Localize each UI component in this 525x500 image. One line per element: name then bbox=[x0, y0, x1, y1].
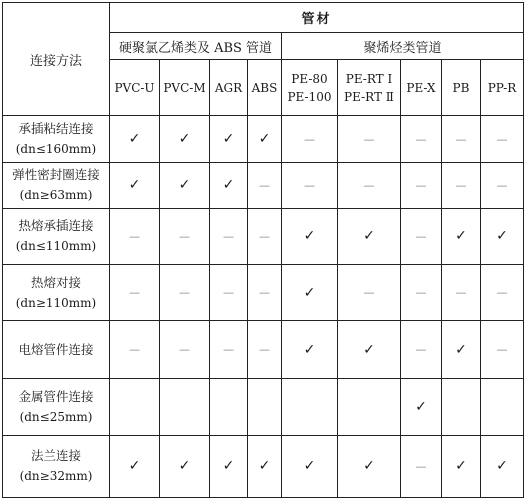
column-header-label: PE-RT Ⅱ bbox=[344, 89, 394, 104]
column-header-label: PP-R bbox=[487, 80, 517, 95]
method-range: (dn≤110mm) bbox=[15, 239, 97, 254]
method-name: 法兰连接 bbox=[30, 448, 81, 464]
not-applicable-cell: — bbox=[401, 321, 442, 379]
method-name: 弹性密封圈连接 bbox=[12, 167, 100, 183]
table-row bbox=[3, 162, 524, 208]
check-mark-icon: ✓ bbox=[282, 265, 338, 321]
column-header bbox=[481, 60, 524, 116]
check-mark-icon: ✓ bbox=[282, 208, 338, 264]
check-mark-icon: ✓ bbox=[248, 116, 282, 162]
not-applicable-cell: — bbox=[210, 321, 248, 379]
check-mark-icon: ✓ bbox=[338, 435, 401, 497]
method-header-label: 连接方法 bbox=[29, 53, 82, 69]
group-header-polyolefin bbox=[282, 33, 524, 60]
method-name: 承插粘结连接 bbox=[18, 121, 94, 137]
method-range: (dn≤25mm) bbox=[19, 410, 93, 425]
check-mark-icon: ✓ bbox=[338, 321, 401, 379]
method-cell bbox=[3, 265, 110, 321]
method-range: (dn≥110mm) bbox=[15, 295, 97, 310]
column-header bbox=[338, 60, 401, 116]
not-applicable-cell bbox=[248, 379, 282, 435]
method-cell bbox=[3, 321, 110, 379]
column-header bbox=[248, 60, 282, 116]
check-mark-icon: ✓ bbox=[481, 435, 524, 497]
not-applicable-cell: — bbox=[248, 321, 282, 379]
not-applicable-cell: — bbox=[248, 265, 282, 321]
check-mark-icon: ✓ bbox=[210, 162, 248, 208]
not-applicable-cell bbox=[338, 379, 401, 435]
check-mark-icon: ✓ bbox=[338, 208, 401, 264]
not-applicable-cell: — bbox=[481, 321, 524, 379]
check-mark-icon: ✓ bbox=[248, 435, 282, 497]
not-applicable-cell bbox=[481, 379, 524, 435]
method-range: (dn≥63mm) bbox=[19, 188, 93, 203]
method-cell bbox=[3, 208, 110, 264]
not-applicable-cell bbox=[210, 379, 248, 435]
not-applicable-cell: — bbox=[248, 162, 282, 208]
pipe-connection-table bbox=[2, 2, 524, 498]
table-row bbox=[3, 435, 524, 497]
column-header-label: PE-X bbox=[406, 80, 436, 95]
method-name: 热熔对接 bbox=[30, 274, 81, 290]
pipe-header bbox=[110, 3, 524, 33]
group-header-pvc bbox=[110, 33, 282, 60]
check-mark-icon: ✓ bbox=[481, 208, 524, 264]
column-header bbox=[160, 60, 210, 116]
method-name: 电熔管件连接 bbox=[18, 341, 94, 357]
check-mark-icon: ✓ bbox=[442, 321, 481, 379]
table-row bbox=[3, 208, 524, 264]
check-mark-icon: ✓ bbox=[282, 435, 338, 497]
check-mark-icon: ✓ bbox=[442, 435, 481, 497]
not-applicable-cell: — bbox=[401, 162, 442, 208]
check-mark-icon: ✓ bbox=[110, 435, 160, 497]
not-applicable-cell: — bbox=[210, 265, 248, 321]
not-applicable-cell: — bbox=[481, 265, 524, 321]
not-applicable-cell: — bbox=[248, 208, 282, 264]
column-header-label: PE-80 bbox=[291, 71, 328, 86]
not-applicable-cell: — bbox=[442, 265, 481, 321]
method-cell bbox=[3, 435, 110, 497]
check-mark-icon: ✓ bbox=[442, 208, 481, 264]
method-range: (dn≥32mm) bbox=[19, 469, 93, 484]
not-applicable-cell bbox=[160, 379, 210, 435]
not-applicable-cell bbox=[442, 379, 481, 435]
not-applicable-cell bbox=[110, 379, 160, 435]
column-header-label: PVC-M bbox=[163, 80, 206, 95]
not-applicable-cell: — bbox=[442, 116, 481, 162]
group-header-polyolefin-label: 聚烯烃类管道 bbox=[363, 40, 442, 56]
not-applicable-cell: — bbox=[338, 116, 401, 162]
column-header-label: PE-100 bbox=[287, 89, 332, 104]
method-cell bbox=[3, 116, 110, 162]
method-name: 金属管件连接 bbox=[18, 389, 94, 405]
column-header-label: ABS bbox=[251, 80, 278, 95]
column-header-label: PE-RT Ⅰ bbox=[345, 71, 393, 86]
method-cell bbox=[3, 379, 110, 435]
not-applicable-cell: — bbox=[210, 208, 248, 264]
check-mark-icon: ✓ bbox=[401, 379, 442, 435]
not-applicable-cell: — bbox=[338, 162, 401, 208]
table-row bbox=[3, 116, 524, 162]
group-header-pvc-label: 硬聚氯乙烯类及 ABS 管道 bbox=[118, 40, 273, 56]
method-name: 热熔承插连接 bbox=[18, 218, 94, 234]
column-header-label: PVC-U bbox=[114, 80, 155, 95]
check-mark-icon: ✓ bbox=[210, 435, 248, 497]
column-header bbox=[442, 60, 481, 116]
table-row bbox=[3, 379, 524, 435]
not-applicable-cell: — bbox=[110, 208, 160, 264]
column-header bbox=[210, 60, 248, 116]
method-header bbox=[3, 3, 110, 116]
check-mark-icon: ✓ bbox=[160, 116, 210, 162]
not-applicable-cell bbox=[282, 379, 338, 435]
not-applicable-cell: — bbox=[110, 265, 160, 321]
not-applicable-cell: — bbox=[110, 321, 160, 379]
table-row bbox=[3, 321, 524, 379]
not-applicable-cell: — bbox=[160, 321, 210, 379]
column-header bbox=[110, 60, 160, 116]
check-mark-icon: ✓ bbox=[210, 116, 248, 162]
column-header-label: AGR bbox=[214, 80, 243, 95]
column-header bbox=[282, 60, 338, 116]
not-applicable-cell: — bbox=[338, 265, 401, 321]
not-applicable-cell: — bbox=[160, 208, 210, 264]
check-mark-icon: ✓ bbox=[110, 116, 160, 162]
not-applicable-cell: — bbox=[282, 116, 338, 162]
column-header-label: PB bbox=[452, 80, 470, 95]
check-mark-icon: ✓ bbox=[110, 162, 160, 208]
table-row bbox=[3, 265, 524, 321]
column-header bbox=[401, 60, 442, 116]
not-applicable-cell: — bbox=[401, 435, 442, 497]
not-applicable-cell: — bbox=[282, 162, 338, 208]
check-mark-icon: ✓ bbox=[282, 321, 338, 379]
not-applicable-cell: — bbox=[401, 265, 442, 321]
pipe-header-label: 管材 bbox=[301, 12, 332, 28]
method-range: (dn≤160mm) bbox=[15, 142, 97, 157]
not-applicable-cell: — bbox=[401, 116, 442, 162]
method-cell bbox=[3, 162, 110, 208]
not-applicable-cell: — bbox=[401, 208, 442, 264]
not-applicable-cell: — bbox=[160, 265, 210, 321]
not-applicable-cell: — bbox=[481, 162, 524, 208]
check-mark-icon: ✓ bbox=[160, 435, 210, 497]
not-applicable-cell: — bbox=[481, 116, 524, 162]
not-applicable-cell: — bbox=[442, 162, 481, 208]
check-mark-icon: ✓ bbox=[160, 162, 210, 208]
